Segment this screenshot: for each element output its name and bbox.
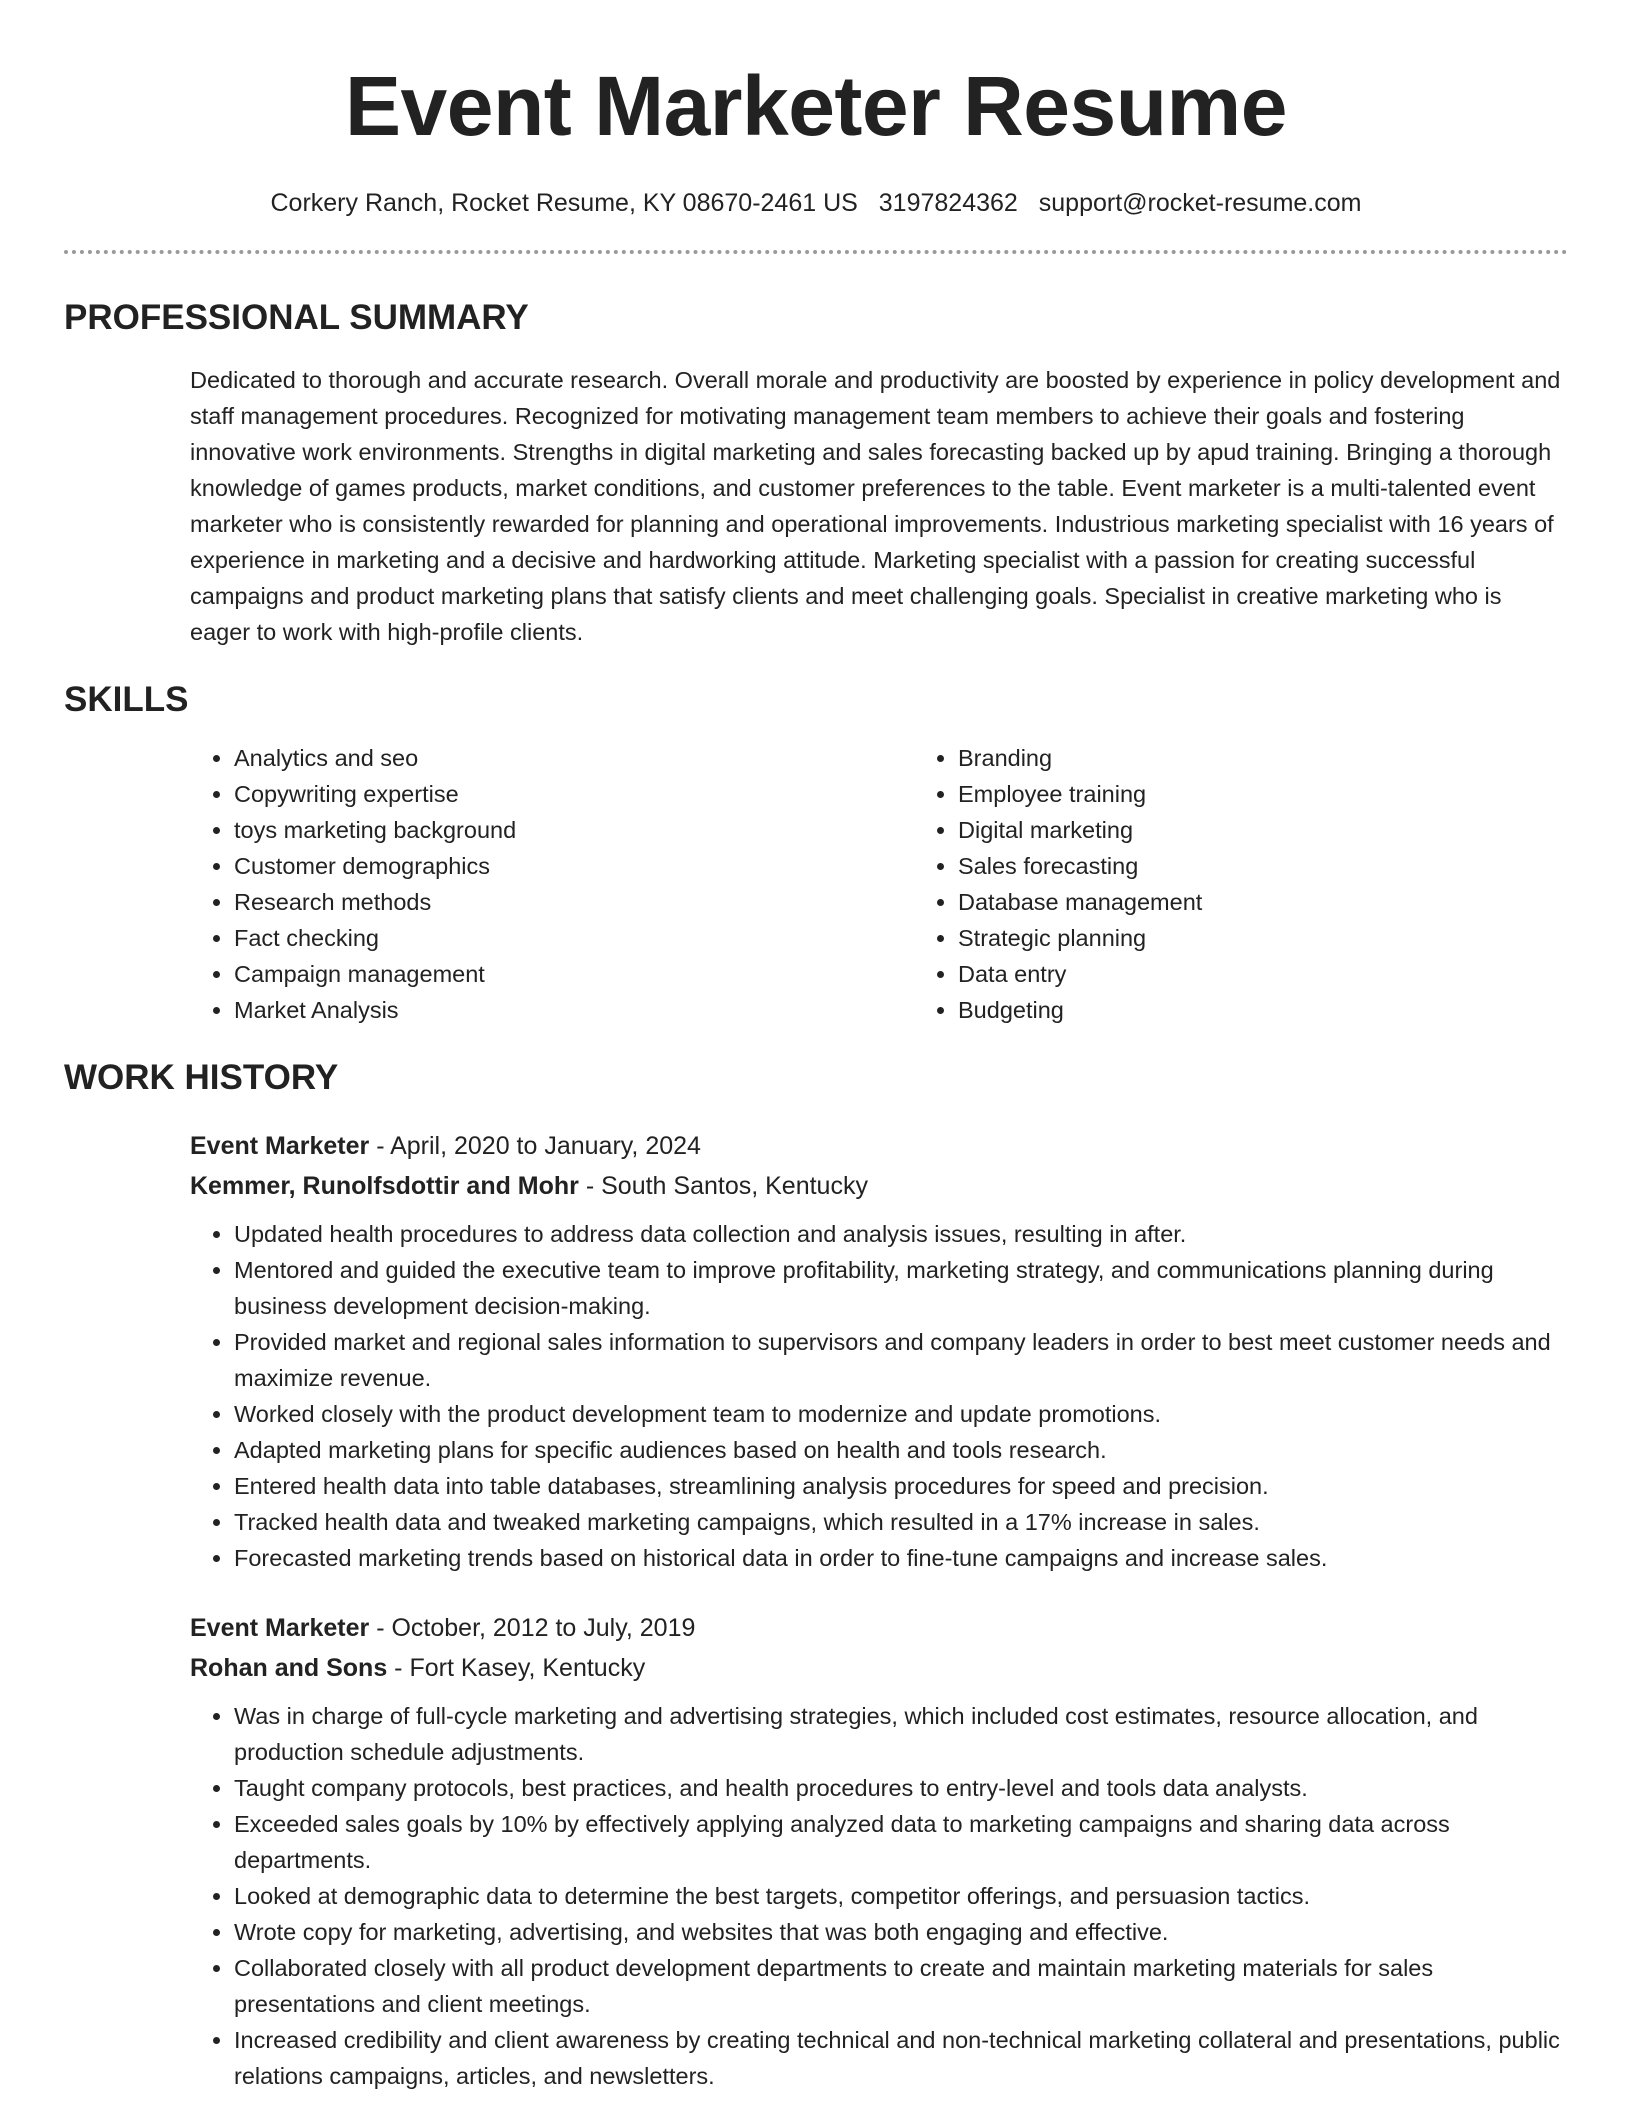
job-location: - South Santos, Kentucky <box>578 1172 868 1200</box>
resume-title: Event Marketer Resume <box>345 59 1287 153</box>
skill-item: • Customer demographics <box>234 848 914 884</box>
job-bullet: • Adapted marketing plans for specific audiences based on health and tools research. <box>234 1432 1568 1468</box>
skill-item: • Research methods <box>234 884 914 920</box>
skill-item: • Branding <box>958 740 1202 776</box>
job-bullet: • Provided market and regional sales information to supervisors and company leaders in order to best meet customer needs and maximize revenue. <box>234 1324 1568 1396</box>
job-bullets <box>190 1698 1568 2094</box>
job-bullets <box>190 1216 1568 1576</box>
contact-line <box>64 186 1568 220</box>
skill-item: • Campaign management <box>234 956 914 992</box>
job-bullet: • Taught company protocols, best practices, and health procedures to entry-level and tools data analysts. <box>234 1770 1568 1806</box>
header-divider <box>64 250 1568 254</box>
skills-column-right <box>914 740 1202 1028</box>
job-bullet: • Forecasted marketing trends based on historical data in order to fine-tune campaigns and increase sales. <box>234 1540 1568 1576</box>
skill-item: • Market Analysis <box>234 992 914 1028</box>
skill-item: • Budgeting <box>958 992 1202 1028</box>
job-title-line <box>190 1608 1568 1648</box>
job-bullet: • Collaborated closely with all product development departments to create and maintain marketing materials for sales presentations and client meetings. <box>234 1950 1568 2022</box>
skill-item: • Copywriting expertise <box>234 776 914 812</box>
job-role: Event Marketer <box>190 1132 370 1160</box>
job-bullet: • Tracked health data and tweaked marketing campaigns, which resulted in a 17% increase in sales. <box>234 1504 1568 1540</box>
skill-item: • Sales forecasting <box>958 848 1202 884</box>
skill-item: • Data entry <box>958 956 1202 992</box>
skill-item: • Strategic planning <box>958 920 1202 956</box>
skill-item: • Analytics and seo <box>234 740 914 776</box>
skills-list <box>190 740 1568 1028</box>
job-bullet: • Wrote copy for marketing, advertising, and websites that was both engaging and effective. <box>234 1914 1568 1950</box>
contact-email: support@rocket-resume.com <box>1038 189 1362 217</box>
job-location: - Fort Kasey, Kentucky <box>387 1654 646 1682</box>
skill-item: • toys marketing background <box>234 812 914 848</box>
summary-text: Dedicated to thorough and accurate research. Overall morale and productivity are boosted by experience in policy development and staff management procedures. Recognized for motivating management team members to achieve their goals and fostering innovative work environments. Strengths in digital marketing and sales forecasting backed up by apud training. Bringing a thorough knowledge of games products, market conditions, and customer preferences to the table. Event marketer is a multi-talented event marketer who is consistently rewarded for planning and operational improvements. Industrious marketing specialist with 16 years of experience in marketing and a decisive and hardworking attitude. Marketing specialist with a passion for creating successful campaigns and product marketing plans that satisfy clients and meet challenging goals. Specialist in creative marketing who is eager to work with high-profile clients. <box>190 367 1561 645</box>
job-company-line <box>190 1648 1568 1688</box>
section-title-summary: PROFESSIONAL SUMMARY <box>64 298 529 337</box>
job-dates: - April, 2020 to January, 2024 <box>369 1132 701 1160</box>
job-bullet: • Increased credibility and client awareness by creating technical and non-technical marketing collateral and presentations, public relations campaigns, articles, and newsletters. <box>234 2022 1568 2094</box>
skill-item: • Fact checking <box>234 920 914 956</box>
skill-item: • Employee training <box>958 776 1202 812</box>
job-entry <box>190 1608 1568 2094</box>
job-company: Rohan and Sons <box>190 1654 388 1682</box>
job-company: Kemmer, Runolfsdottir and Mohr <box>190 1172 579 1200</box>
job-title-line <box>190 1126 1568 1166</box>
skill-item: • Database management <box>958 884 1202 920</box>
job-role: Event Marketer <box>190 1614 370 1642</box>
contact-address: Corkery Ranch, Rocket Resume, KY 08670-2461 US <box>270 189 858 217</box>
section-title-skills: SKILLS <box>64 680 189 719</box>
job-dates: - October, 2012 to July, 2019 <box>369 1614 696 1642</box>
section-title-work-history: WORK HISTORY <box>64 1058 339 1097</box>
job-entry <box>190 1126 1568 1576</box>
job-bullet: • Mentored and guided the executive team to improve profitability, marketing strategy, and communications planning during business development decision-making. <box>234 1252 1568 1324</box>
job-bullet: • Updated health procedures to address data collection and analysis issues, resulting in after. <box>234 1216 1568 1252</box>
job-bullet: • Was in charge of full-cycle marketing and advertising strategies, which included cost estimates, resource allocation, and production schedule adjustments. <box>234 1698 1568 1770</box>
job-bullet: • Exceeded sales goals by 10% by effectively applying analyzed data to marketing campaigns and sharing data across departments. <box>234 1806 1568 1878</box>
contact-phone: 3197824362 <box>878 189 1018 217</box>
skill-item: • Digital marketing <box>958 812 1202 848</box>
job-bullet: • Worked closely with the product development team to modernize and update promotions. <box>234 1396 1568 1432</box>
job-company-line <box>190 1166 1568 1206</box>
job-bullet: • Looked at demographic data to determine the best targets, competitor offerings, and persuasion tactics. <box>234 1878 1568 1914</box>
job-bullet: • Entered health data into table databases, streamlining analysis procedures for speed and precision. <box>234 1468 1568 1504</box>
skills-column-left <box>190 740 914 1028</box>
